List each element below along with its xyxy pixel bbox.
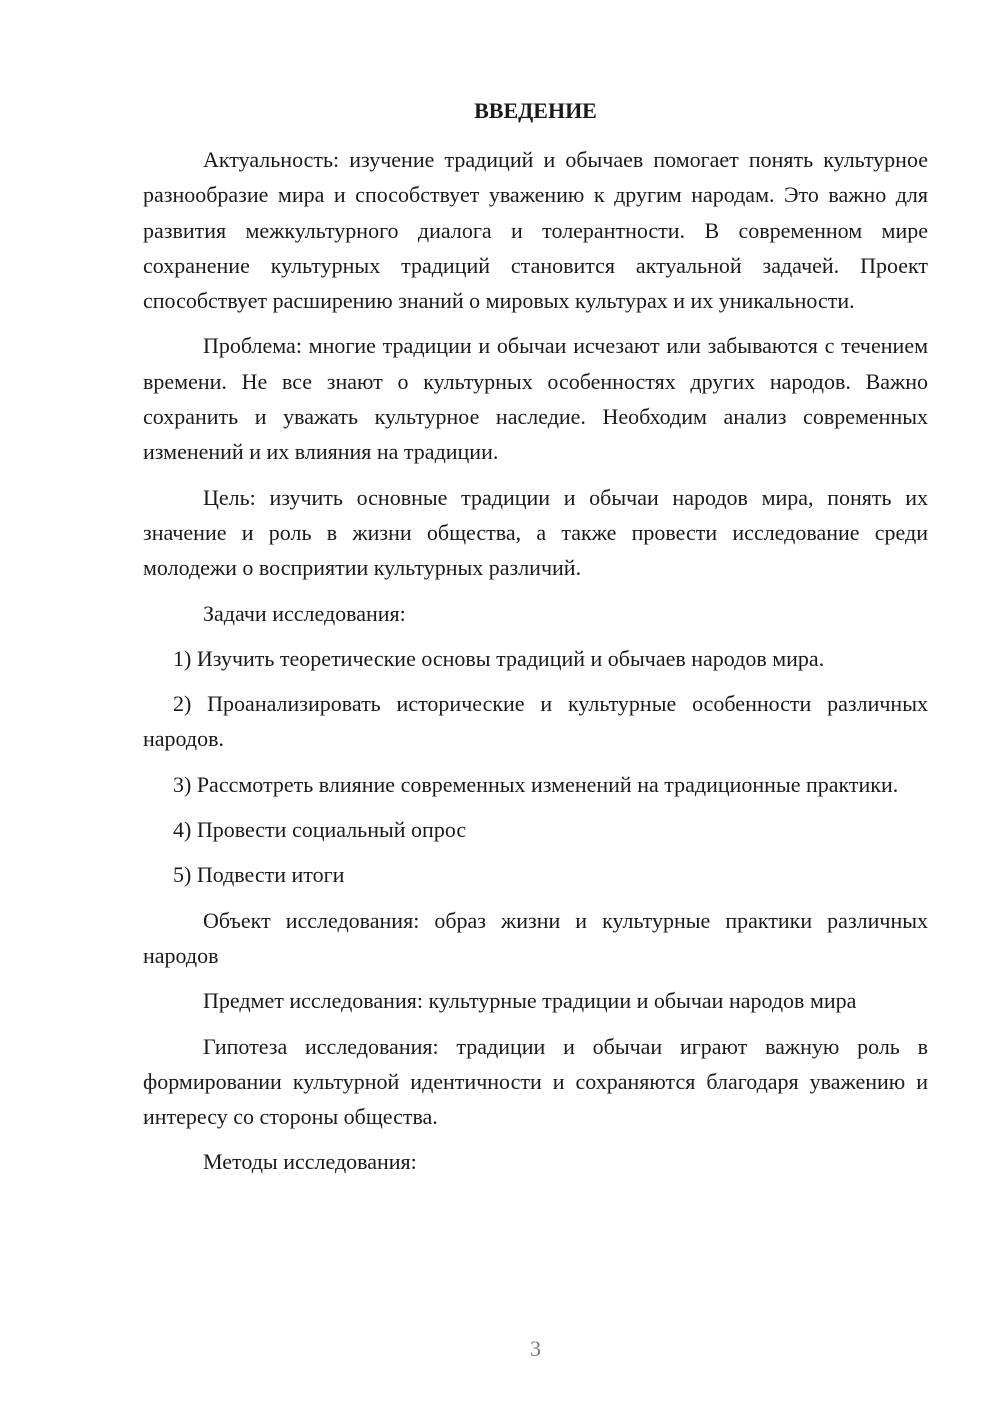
paragraph-tasks-heading: Задачи исследования: — [203, 600, 406, 626]
page-title: ВВЕДЕНИЕ — [474, 98, 597, 123]
task-item-4: 4) Провести социальный опрос — [173, 817, 467, 843]
document-page — [143, 0, 928, 1414]
paragraph-subject: Предмет исследования: культурные традиции и обычаи народов мира — [203, 988, 857, 1014]
paragraph-goal: Цель: изучить основные традиции и обычаи народов мира, понять их значение и роль в жизни общества, а также провести исследование среди молодежи о восприятии культурных различий. — [143, 484, 928, 581]
paragraph-object: Объект исследования: образ жизни и культурные практики различных народов — [143, 907, 928, 968]
paragraph-relevance: Актуальность: изучение традиций и обычаев помогает понять культурное разнообразие мира и способствует уважению к другим народам. Это важно для развития межкультурного диалога и толерантности. В современном мире сохранение культурных традиций становится актуальной задачей. Проект способствует расширению знаний о мировых культурах и их уникальности. — [143, 147, 928, 314]
task-item-1: 1) Изучить теоретические основы традиций и обычаев народов мира. — [173, 645, 825, 671]
paragraph-hypothesis: Гипотеза исследования: традиции и обычаи играют важную роль в формировании культурной идентичности и сохраняются благодаря уважению и интересу со стороны общества. — [143, 1033, 928, 1130]
body-text — [143, 142, 928, 1190]
task-item-2: 2) Проанализировать исторические и культурные особенности различных народов. — [143, 691, 928, 752]
page-number: 3 — [530, 1336, 541, 1361]
paragraph-problem: Проблема: многие традиции и обычаи исчезают или забываются с течением времени. Не все знают о культурных особенностях других народов. Важно сохранить и уважать культурное наследие. Необходим анализ современных изменений и их влияния на традиции. — [143, 333, 928, 465]
paragraph-methods: Методы исследования: — [203, 1149, 417, 1175]
task-item-3: 3) Рассмотреть влияние современных изменений на традиционные практики. — [173, 771, 899, 797]
task-item-5: 5) Подвести итоги — [173, 862, 345, 888]
